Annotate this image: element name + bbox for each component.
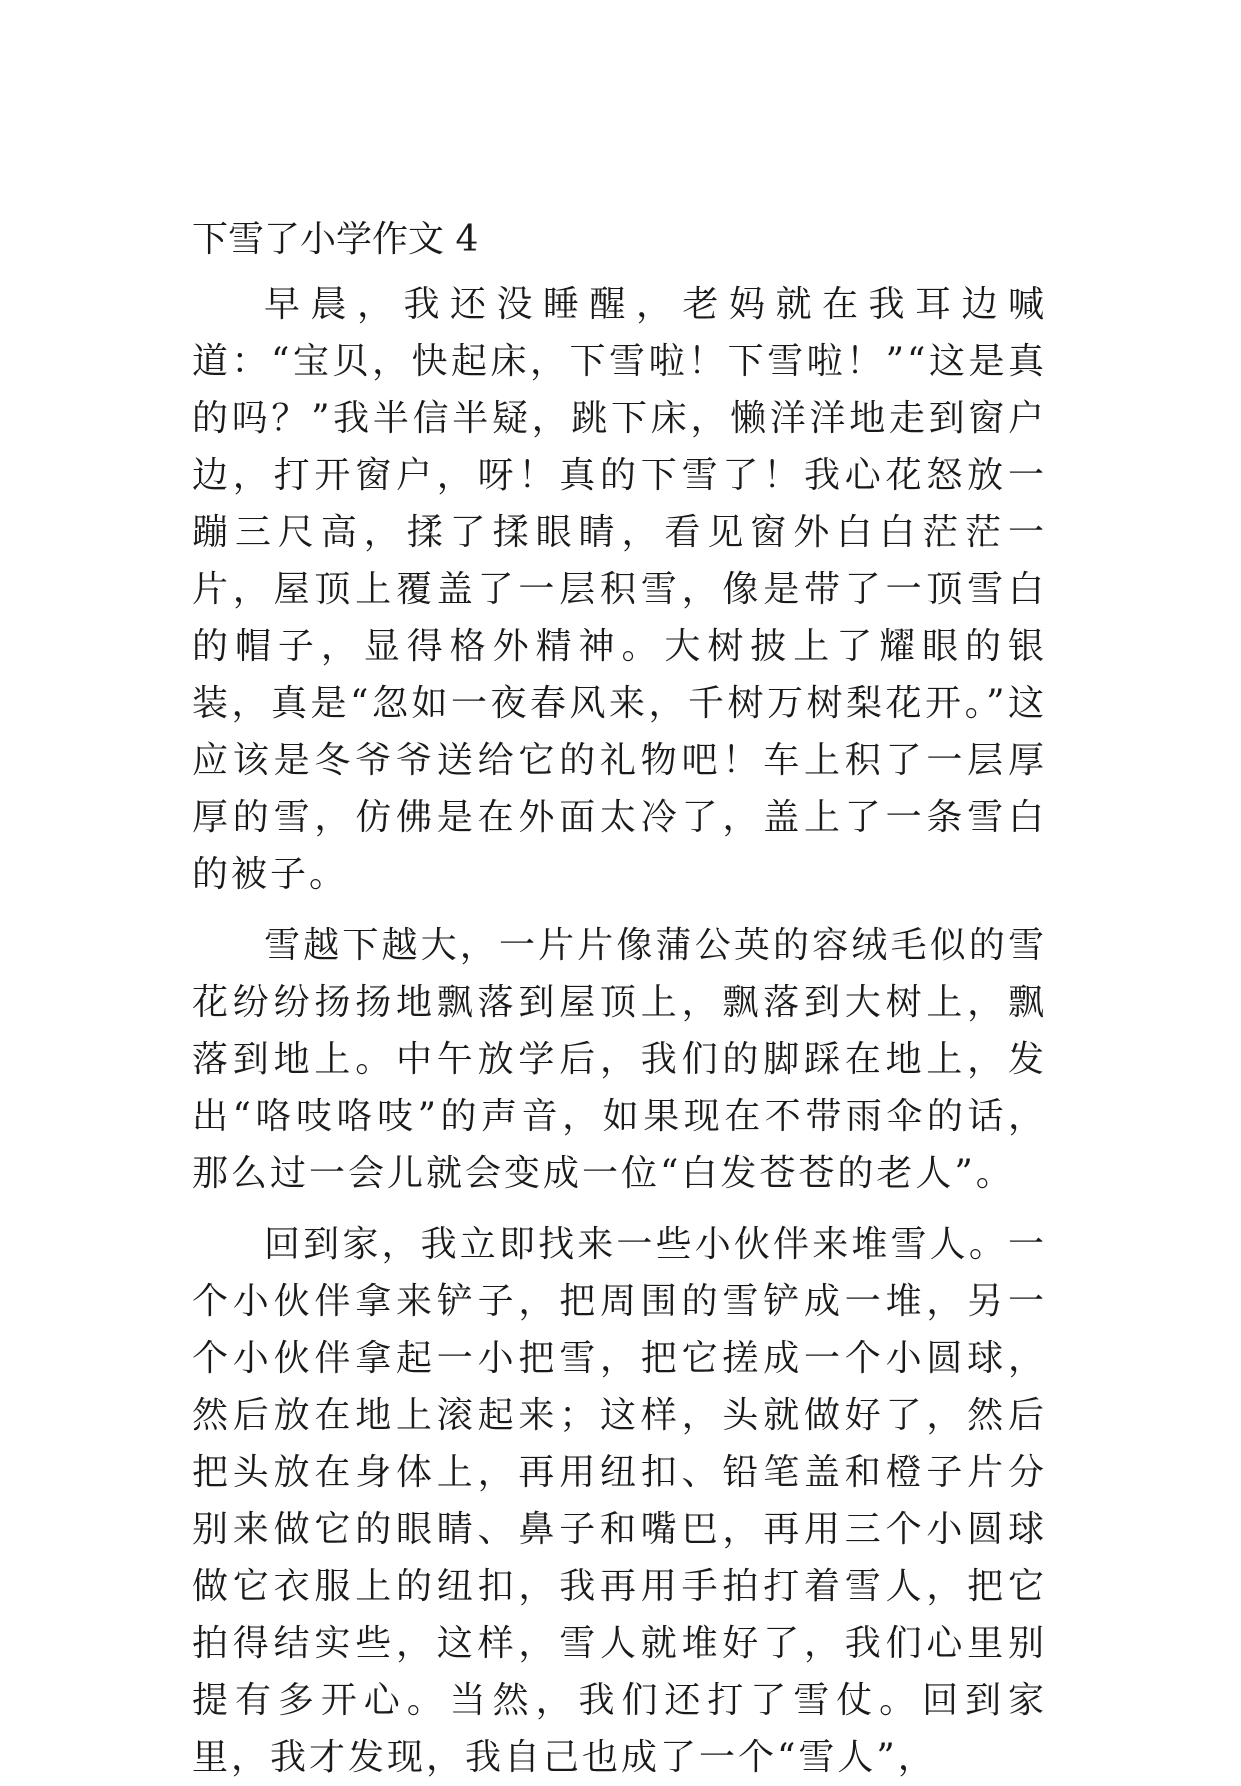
paragraph-2: 雪越下越大，一片片像蒲公英的容绒毛似的雪花纷纷扬扬地飘落到屋顶上，飘落到大树上，飘落到地上。中午放学后，我们的脚踩在地上，发出“咯吱咯吱”的声音，如果现在不带雨伞的话，那么过一会儿就会变成一位“白发苍苍的老人”。: [192, 925, 1047, 1194]
document-title: 下雪了小学作文 4: [192, 219, 479, 260]
paragraph-3: 回到家，我立即找来一些小伙伴来堆雪人。一个小伙伴拿来铲子，把周围的雪铲成一堆，另一个小伙伴拿起一小把雪，把它搓成一个小圆球，然后放在地上滚起来；这样，头就做好了，然后把头放在身体上，再用纽扣、铅笔盖和橙子片分别来做它的眼睛、鼻子和嘴巴，再用三个小圆球做它衣服上的纽扣，我再用手拍打着雪人，把它拍得结实些，这样，雪人就堆好了，我们心里别提有多开心。当然，我们还打了雪仗。回到家里，我才发现，我自己也成了一个“雪人”，: [192, 1224, 1047, 1778]
paragraph-1: 早晨，我还没睡醒，老妈就在我耳边喊道：“宝贝，快起床，下雪啦！下雪啦！”“这是真的吗？”我半信半疑，跳下床，懒洋洋地走到窗户边，打开窗户，呀！真的下雪了！我心花怒放一蹦三尺高，揉了揉眼睛，看见窗外白白茫茫一片，屋顶上覆盖了一层积雪，像是带了一顶雪白的帽子，显得格外精神。大树披上了耀眼的银装，真是“忽如一夜春风来，千树万树梨花开。”这应该是冬爷爷送给它的礼物吧！车上积了一层厚厚的雪，仿佛是在外面太冷了，盖上了一条雪白的被子。: [192, 284, 1047, 895]
document-body: [192, 276, 1047, 1786]
